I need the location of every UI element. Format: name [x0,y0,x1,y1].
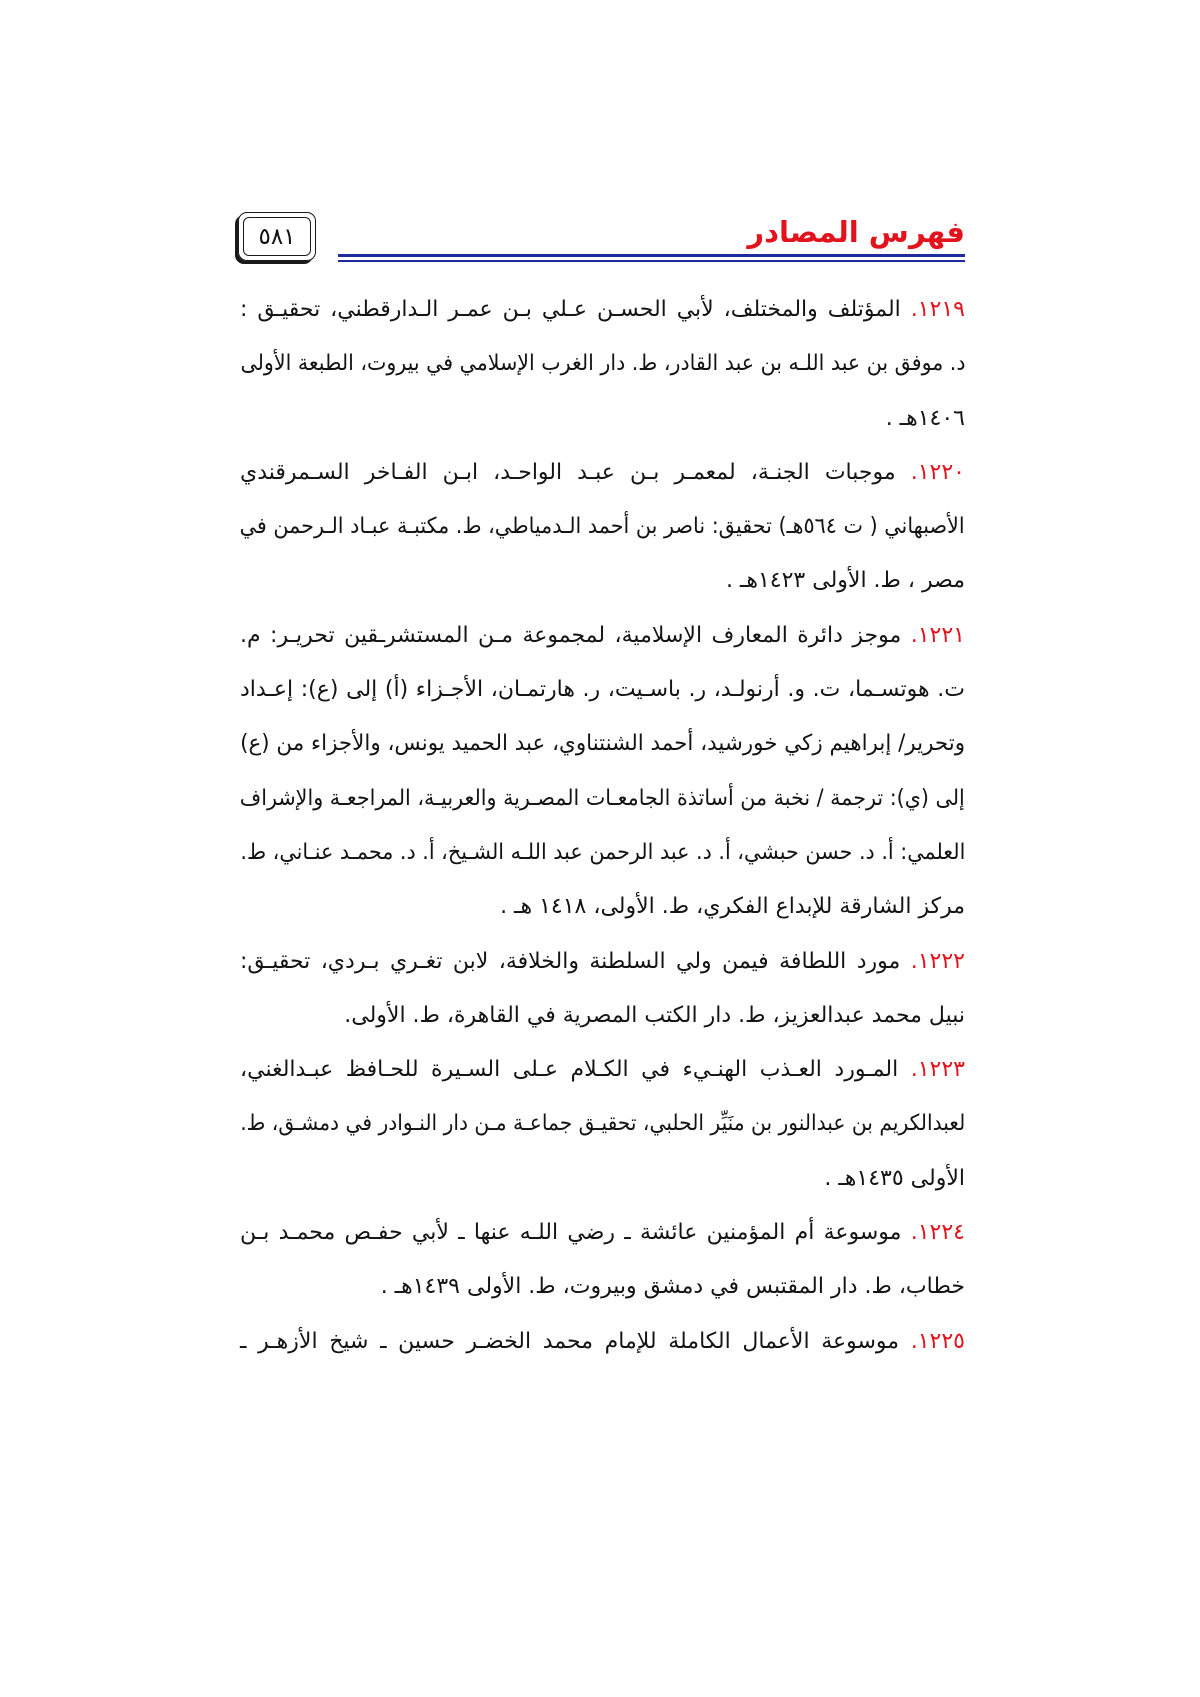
bibliography-entry [240,1043,965,1206]
bibliography-entry [240,446,965,609]
entry-line [240,935,965,989]
entry-number: ١٢٢٥. [910,1328,965,1354]
entry-number: ١٢٢٠. [910,459,965,485]
entry-text: ١٤٠٦هـ . [885,405,965,431]
bibliography-entry [240,1315,965,1369]
entry-line [240,663,965,717]
entry-text: موجز دائرة المعارف الإسلامية، لمجموعة مـن المستشرـقين تحريـر: م. [240,622,902,648]
entry-line [240,609,965,663]
entry-text: العلمي: أ. د. حسن حبشي، أ. د. عبد الرحمن عبد اللـه الشـيخ، أ. د. محمـد عنـاني، ط. [240,839,965,865]
entry-text: الأولى ١٤٣٥هـ . [824,1165,965,1191]
entry-number: ١٢٢٤. [910,1220,965,1246]
entry-text: وتحرير/ إبراهيم زكي خورشيد، أحمد الشنتناوي، عبد الحميد يونس، والأجزاء من (ع) [240,731,965,757]
entry-line [240,392,965,446]
entry-line [240,1206,965,1260]
entry-line [240,826,965,880]
bibliography-entry [240,1206,965,1315]
entry-text: موسوعة أم المؤمنين عائشة ـ رضي اللـه عنها ـ لأبي حفـص محمـد بـن [240,1220,902,1246]
entry-line [240,446,965,500]
bibliography-list [240,283,965,1369]
page-number-box [238,212,316,261]
entry-line [240,337,965,391]
entry-number: ١٢١٩. [910,297,965,322]
entry-text: مصر ، ط. الأولى ١٤٢٣هـ . [725,568,965,594]
entry-number: ١٢٢٢. [910,948,965,974]
entry-line [240,1097,965,1151]
entry-text: لعبدالكريم بن عبدالنور بن منَيِّر الحلبي، تحقيـق جماعـة مـن دار النـوادر في دمشـق، ط. [240,1111,965,1137]
entry-line [240,989,965,1043]
entry-text: مركز الشارقة للإبداع الفكري، ط. الأولى، ١٤١٨ هـ . [500,894,965,920]
entry-line [240,717,965,771]
entry-line [240,500,965,554]
entry-text: إلى (ي): ترجمة / نخبة من أساتذة الجامعـات المصـرية والعربيـة، المراجعـة والإشراف [240,785,965,811]
entry-line [240,772,965,826]
bibliography-entry [240,935,965,1044]
entry-line [240,1152,965,1206]
entry-line [240,1043,965,1097]
entry-text: خطاب، ط. دار المقتبس في دمشق وبيروت، ط. الأولى ١٤٣٩هـ . [380,1274,965,1300]
entry-text: موجبات الجنـة، لمعمـر بـن عبـد الواحـد، ابـن الفـاخر السـمرقندي [240,459,896,485]
entry-line [240,1260,965,1314]
bibliography-entry [240,283,965,446]
entry-text: مورد اللطافة فيمن ولي السلطنة والخلافة، لابن تغـري بـردي، تحقيـق: [239,948,901,974]
entry-text: المؤتلف والمختلف، لأبي الحسـن عـلي بـن عمـر الـدارقطني، تحقيـق : [239,297,901,322]
entry-text: موسوعة الأعمال الكاملة للإمام محمد الخضـر حسين ـ شيخ الأزهـر ـ [240,1328,900,1354]
entry-line [240,880,965,934]
entry-line [240,1315,965,1369]
entry-line [240,554,965,608]
entry-text: المـورد العـذب الهنـيء في الكـلام عـلى السـيرة للحـافظ عبـدالغني، [240,1057,899,1083]
entry-text: د. موفق بن عبد اللـه بن عبد القادر، ط. دار الغرب الإسلامي في بيروت، الطبعة الأولى [240,351,965,377]
page-title: فهرس المصادر [747,215,965,249]
entry-line [240,283,965,337]
entry-number: ١٢٢٣. [910,1057,965,1083]
entry-text: الأصبهاني ( ت ٥٦٤هـ) تحقيق: ناصر بن أحمد الـدمياطي، ط. مكتبـة عبـاد الـرحمن في [240,514,965,540]
header-rule [338,254,965,262]
page-number: ٥٨١ [243,217,311,256]
bibliography-entry [240,609,965,935]
entry-text: ت. هوتسـما، ت. و. أرنولـد، ر. باسـيت، ر. هارتمـان، الأجـزاء (أ) إلى (ع): إعـداد [240,677,965,703]
entry-number: ١٢٢١. [910,622,965,648]
entry-text: نبيل محمد عبدالعزيز، ط. دار الكتب المصرية في القاهرة، ط. الأولى. [344,1002,965,1028]
